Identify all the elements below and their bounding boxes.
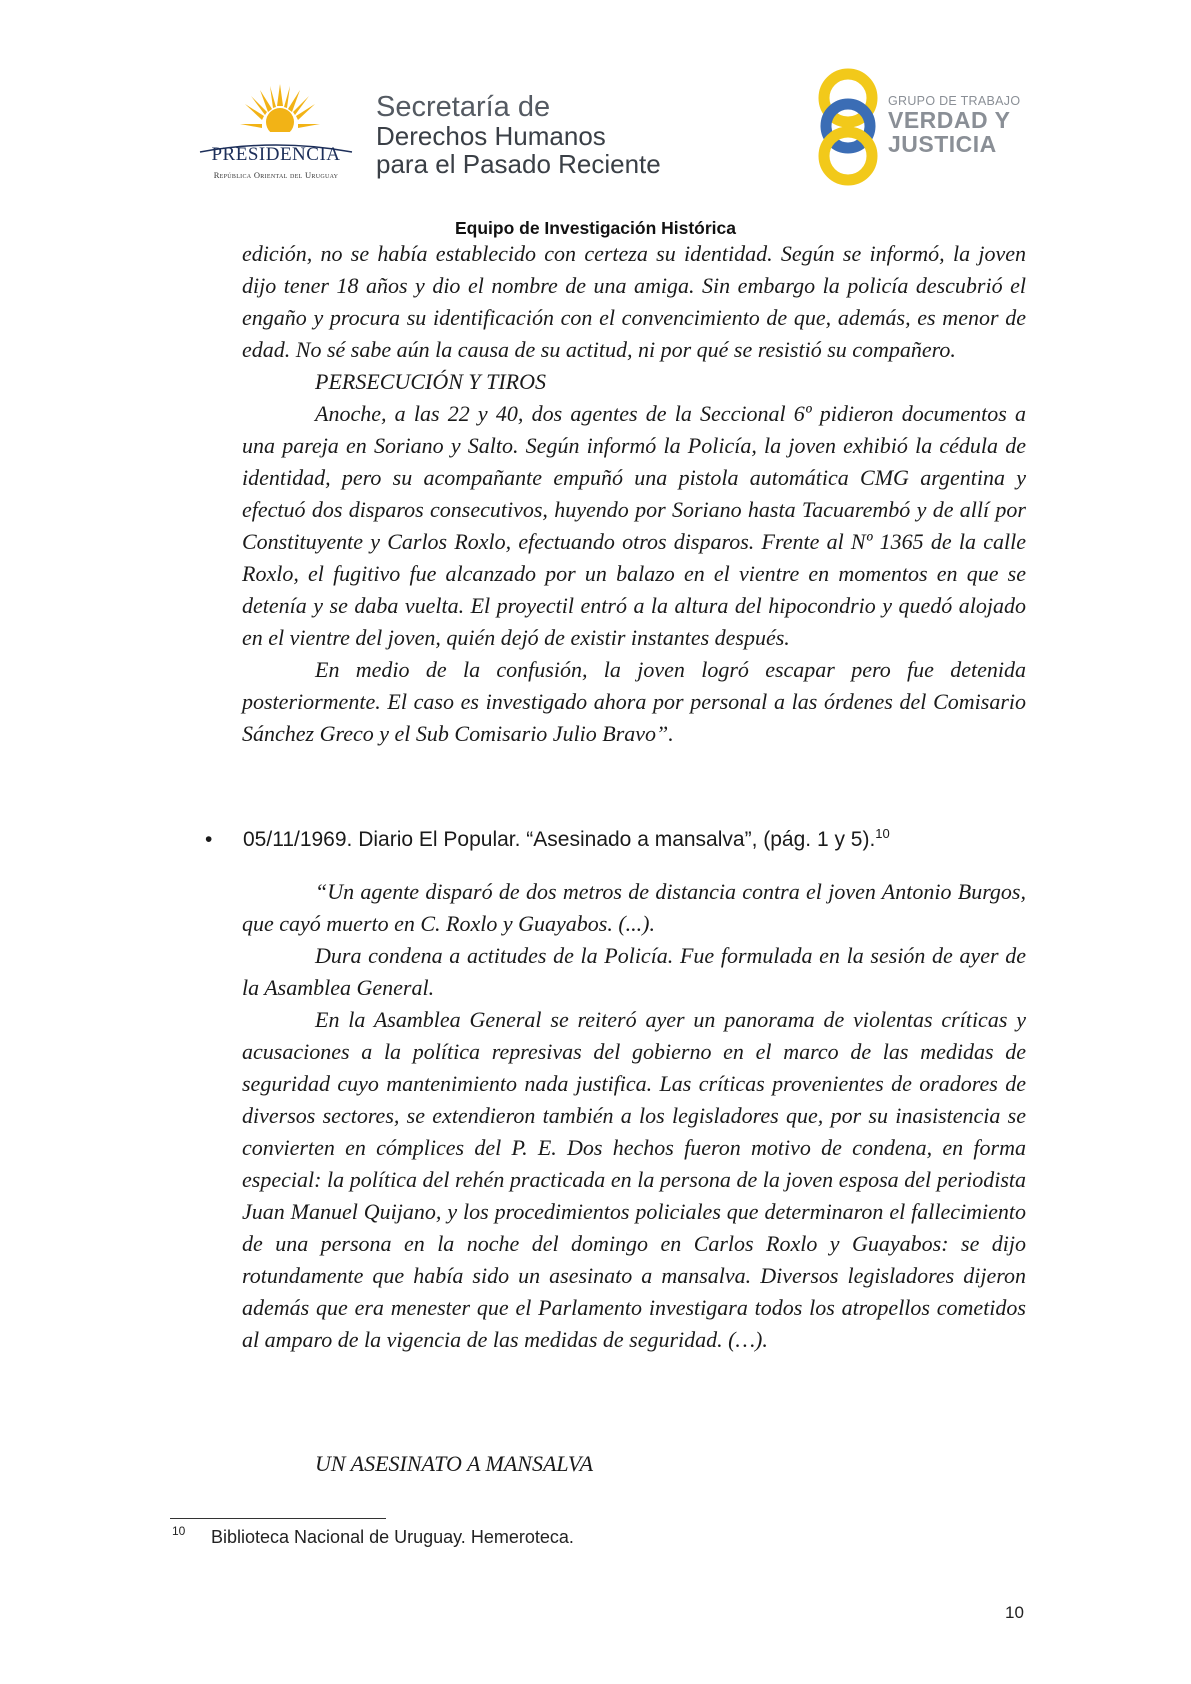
bullet-marker: • — [205, 828, 213, 851]
grupo-title — [888, 94, 1020, 156]
footnote-ref: 10 — [875, 826, 890, 841]
paragraph: En la Asamblea General se reiteró ayer un panorama de violentas críticas y acusaciones a la política represivas del gobierno en el marco de las medidas de seguridad cuyo mantenimiento nada justifica. Las críticas provenientes de oradores de diversos sectores, se extendieron también a los legisladores que, por su inasistencia se convierten en cómplices del P. E. Dos hechos fueron motivo de condena, en forma especial: la política del rehén practicada en la persona de la joven esposa del periodista Juan Manuel Quijano, y los procedimientos policiales que determinaron el fallecimiento de una persona en la noche del domingo en Carlos Roxlo y Guayabos: se dijo rotundamente que había sido un asesinato a mansalva. Diversos legisladores dijeron además que era menester que el Parlamento investigara todos los atropellos cometidos al amparo de la vigencia de las medidas de seguridad. (…). — [242, 1007, 1026, 1352]
bullet-label: 05/11/1969. Diario El Popular. “Asesinado a mansalva”, (pág. 1 y 5). — [243, 828, 876, 851]
presidencia-name: PRESIDENCIA — [211, 144, 341, 165]
paragraph: edición, no se había establecido con certeza su identidad. Según se informó, la joven dijo tener 18 años y dio el nombre de una amiga. Sin embargo la policía descubrió el engaño y procura su identificación con el convencimiento de que, además, es menor de edad. No sé sabe aún la causa de su actitud, ni por qué se resistió su compañero. — [242, 241, 1026, 362]
team-title: Equipo de Investigación Histórica — [454, 218, 737, 238]
quote-block-1 — [242, 238, 1026, 750]
presidencia-logo — [196, 82, 356, 182]
paragraph: “Un agente disparó de dos metros de distancia contra el joven Antonio Burgos, que cayó muerto en C. Roxlo y Guayabos. (...). — [242, 879, 1026, 936]
grupo-big1: VERDAD Y — [888, 107, 1011, 133]
grupo-small: GRUPO DE TRABAJO — [888, 94, 1021, 108]
page-number: 10 — [1005, 1603, 1024, 1622]
secretaria-title — [376, 92, 661, 178]
paragraph: Dura condena a actitudes de la Policía. Fue formulada en la sesión de ayer de la Asamblea General. — [242, 943, 1026, 1000]
secretaria-line1: Secretaría de — [376, 91, 551, 123]
section-heading: PERSECUCIÓN Y TIROS — [315, 369, 546, 394]
bullet-text — [243, 828, 890, 852]
grupo-big2: JUSTICIA — [888, 131, 997, 157]
sun-emblem-icon — [240, 82, 320, 144]
paragraph: Anoche, a las 22 y 40, dos agentes de la Seccional 6º pidieron documentos a una pareja en Soriano y Salto. Según informó la Policía, la joven exhibió la cédula de identidad, pero su acompañante empuñó una pistola automática CMG argentina y efectuó dos disparos consecutivos, huyendo por Soriano hasta Tacuarembó y de allí por Constituyente y Carlos Roxlo, efectuando otros disparos. Frente al Nº 1365 de la calle Roxlo, el fugitivo fue alcanzado por un balazo en el vientre en momentos en que se detenía y se daba vuelta. El proyectil entró a la altura del hipocondrio y quedó alojado en el vientre del joven, quién dejó de existir instantes después. — [242, 401, 1026, 650]
secretaria-line3: para el Pasado Reciente — [376, 149, 661, 179]
quote-block-2 — [242, 876, 1026, 1356]
secretaria-line2: Derechos Humanos — [376, 121, 606, 151]
footnote-number: 10 — [172, 1524, 186, 1538]
paragraph: En medio de la confusión, la joven logró escapar pero fue detenida posteriormente. El caso es investigado ahora por personal a las órdenes del Comisario Sánchez Greco y el Sub Comisario Julio Bravo”. — [242, 657, 1026, 746]
presidencia-subtitle: República Oriental del Uruguay — [213, 170, 339, 180]
section-heading: UN ASESINATO A MANSALVA — [315, 1451, 594, 1476]
footnote-divider — [170, 1518, 386, 1519]
footnote-text: Biblioteca Nacional de Uruguay. Hemeroteca. — [211, 1527, 574, 1547]
